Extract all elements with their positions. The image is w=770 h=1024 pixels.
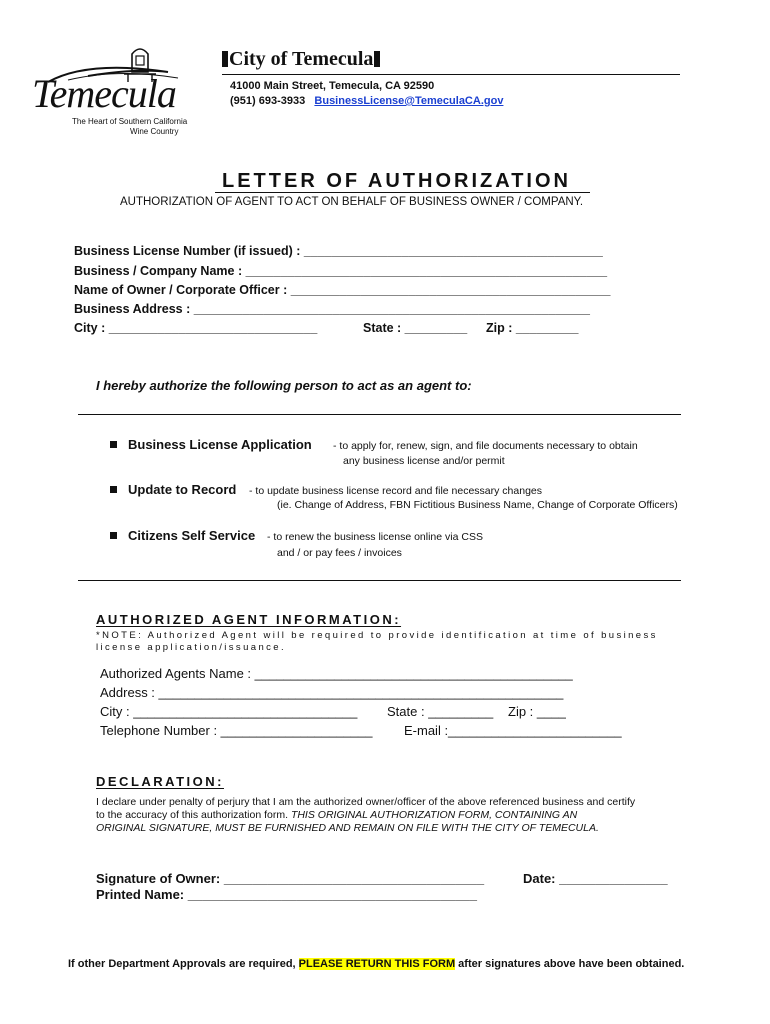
bullet-icon — [110, 486, 117, 493]
agent-email-field[interactable]: E-mail :________________________ — [404, 723, 622, 738]
declaration-text: I declare under penalty of perjury that I am the authorized owner/officer of the above referenced business and certify — [96, 796, 636, 808]
business-zip-field[interactable]: Zip : _________ — [486, 321, 579, 335]
business-state-field[interactable]: State : _________ — [363, 321, 468, 335]
title-mark-left — [222, 51, 228, 67]
agent-name-field[interactable]: Authorized Agents Name : ____________________________________________ — [100, 666, 573, 681]
logo-wordmark: Temecula — [32, 71, 176, 116]
city-address: 41000 Main Street, Temecula, CA 92590 — [230, 80, 435, 92]
option-description: - to update business license record and file necessary changes — [249, 485, 543, 497]
agent-section-heading: AUTHORIZED AGENT INFORMATION: — [96, 612, 402, 627]
declaration-text-3: ORIGINAL SIGNATURE, MUST BE FURNISHED AND REMAIN ON FILE WITH THE CITY OF TEMECULA. — [96, 822, 599, 834]
owner-signature-field[interactable]: Signature of Owner: ____________________________________ — [96, 871, 485, 886]
divider — [78, 414, 681, 415]
option-business-license-application: Business License Application — [128, 437, 312, 452]
date-field[interactable]: Date: _______________ — [523, 871, 668, 886]
agent-note: *NOTE: Authorized Agent will be required to provide identification at time of business — [96, 630, 658, 641]
temecula-logo — [28, 42, 208, 142]
company-name-field[interactable]: Business / Company Name : ____________________________________________________ — [74, 264, 608, 278]
title-rule — [215, 192, 590, 193]
option-update-to-record: Update to Record — [128, 482, 237, 497]
page-title: LETTER OF AUTHORIZATION — [222, 170, 571, 192]
printed-name-field[interactable]: Printed Name: ________________________________________ — [96, 887, 477, 902]
logo-tagline: The Heart of Southern California — [72, 117, 188, 126]
agent-zip-field[interactable]: Zip : ____ — [508, 704, 566, 719]
option-description: - to apply for, renew, sign, and file documents necessary to obtain — [333, 440, 638, 452]
option-description: - to renew the business license online via CSS — [267, 531, 483, 543]
option-citizens-self-service: Citizens Self Service — [128, 528, 256, 543]
divider — [78, 580, 681, 581]
option-description: and / or pay fees / invoices — [277, 547, 402, 559]
logo-tagline-sub: Wine Country — [130, 127, 179, 136]
option-description: any business license and/or permit — [343, 455, 505, 467]
header-rule — [222, 74, 680, 75]
owner-name-field[interactable]: Name of Owner / Corporate Officer : ______________________________________________ — [74, 283, 611, 297]
city-phone: (951) 693-3933 — [230, 95, 306, 107]
agent-state-field[interactable]: State : _________ — [387, 704, 494, 719]
agent-phone-field[interactable]: Telephone Number : _____________________ — [100, 723, 373, 738]
agent-city-field[interactable]: City : _______________________________ — [100, 704, 358, 719]
agent-address-field[interactable]: Address : ________________________________________________________ — [100, 685, 564, 700]
bullet-icon — [110, 532, 117, 539]
license-number-field[interactable]: Business License Number (if issued) : ___________________________________________ — [74, 244, 603, 258]
authorize-statement: I hereby authorize the following person to act as an agent to: — [96, 378, 472, 393]
city-title: City of Temecula — [222, 48, 380, 71]
declaration-heading: DECLARATION: — [96, 774, 224, 789]
city-contact — [230, 95, 503, 107]
title-mark-right — [374, 51, 380, 67]
highlighted-instruction: PLEASE RETURN THIS FORM — [298, 958, 456, 970]
business-city-field[interactable]: City : ______________________________ — [74, 321, 318, 335]
page-subtitle: AUTHORIZATION OF AGENT TO ACT ON BEHALF OF BUSINESS OWNER / COMPANY. — [120, 196, 584, 208]
agent-note-cont: license application/issuance. — [96, 642, 287, 653]
email-link[interactable]: BusinessLicense@TemeculaCA.gov — [314, 95, 504, 107]
footer-note: If other Department Approvals are required, PLEASE RETURN THIS FORM after signatures above have been obtained. — [68, 958, 685, 970]
business-address-field[interactable]: Business Address : _________________________________________________________ — [74, 302, 590, 316]
bullet-icon — [110, 441, 117, 448]
declaration-text-2: to the accuracy of this authorization form. THIS ORIGINAL AUTHORIZATION FORM, CONTAINING AN — [96, 809, 578, 821]
option-description: (ie. Change of Address, FBN Fictitious Business Name, Change of Corporate Officers) — [277, 499, 678, 511]
